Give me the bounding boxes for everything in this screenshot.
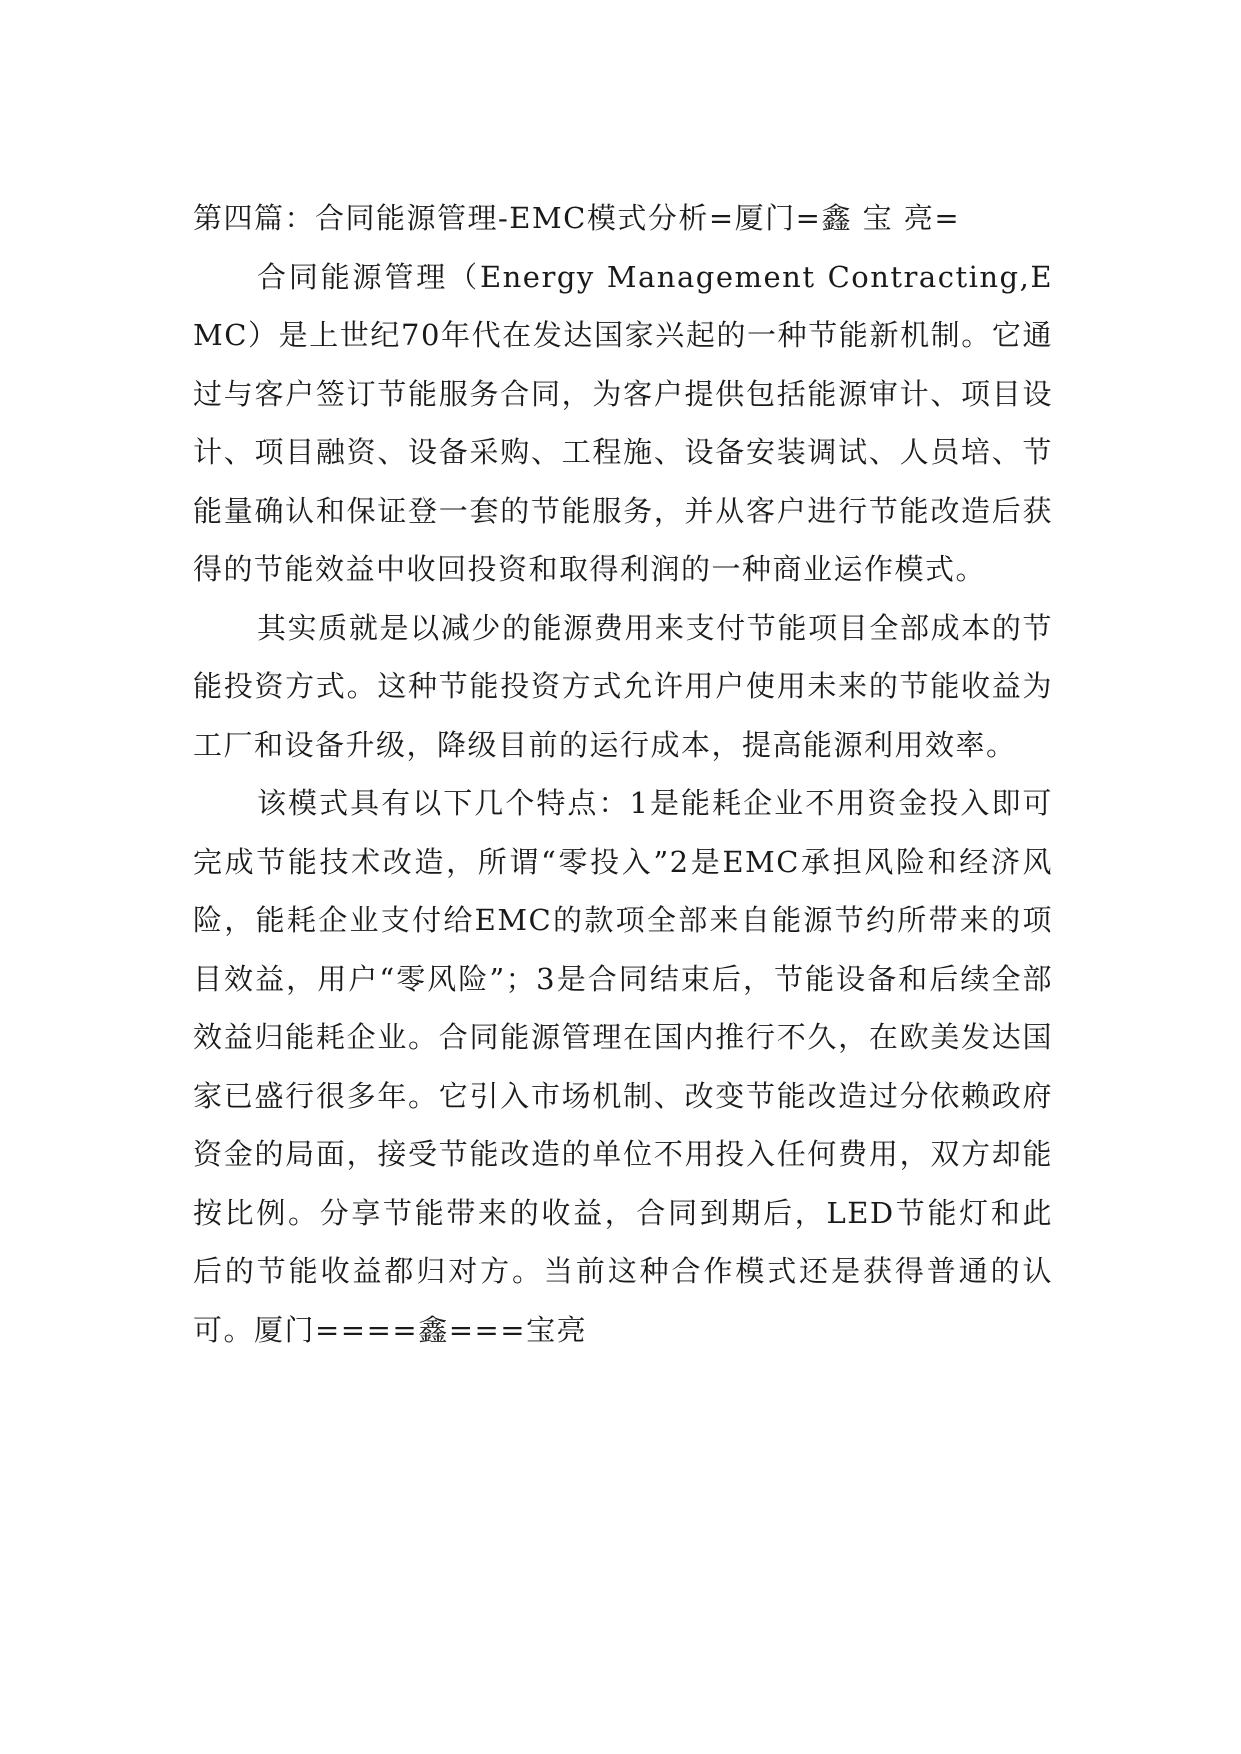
document-body — [193, 189, 1053, 1359]
paragraph-features: 该模式具有以下几个特点：1是能耗企业不用资金投入即可完成节能技术改造，所谓“零投入”2是EMC承担风险和经济风险，能耗企业支付给EMC的款项全部来自能源节约所带来的项目效益，用户“零风险”；3是合同结束后，节能设备和后续全部效益归能耗企业。合同能源管理在国内推行不久，在欧美发达国家已盛行很多年。它引入市场机制、改变节能改造过分依赖政府资金的局面，接受节能改造的单位不用投入任何费用，双方却能按比例。分享节能带来的收益，合同到期后，LED节能灯和此后的节能收益都归对方。当前这种合作模式还是获得普通的认可。厦门====鑫===宝亮 — [193, 786, 1053, 1347]
document-title: 第四篇：合同能源管理-EMC模式分析=厦门=鑫 宝 亮= — [193, 201, 961, 235]
paragraph-essence: 其实质就是以减少的能源费用来支付节能项目全部成本的节能投资方式。这种节能投资方式允许用户使用未来的节能收益为工厂和设备升级，降级目前的运行成本，提高能源利用效率。 — [193, 610, 1053, 762]
paragraph-definition: 合同能源管理（Energy Management Contracting,EMC）是上世纪70年代在发达国家兴起的一种节能新机制。它通过与客户签订节能服务合同，为客户提供包括能源审计、项目设计、项目融资、设备采购、工程施、设备安装调试、人员培、节能量确认和保证登一套的节能服务，并从客户进行节能改造后获得的节能效益中收回投资和取得利润的一种商业运作模式。 — [193, 259, 1053, 586]
